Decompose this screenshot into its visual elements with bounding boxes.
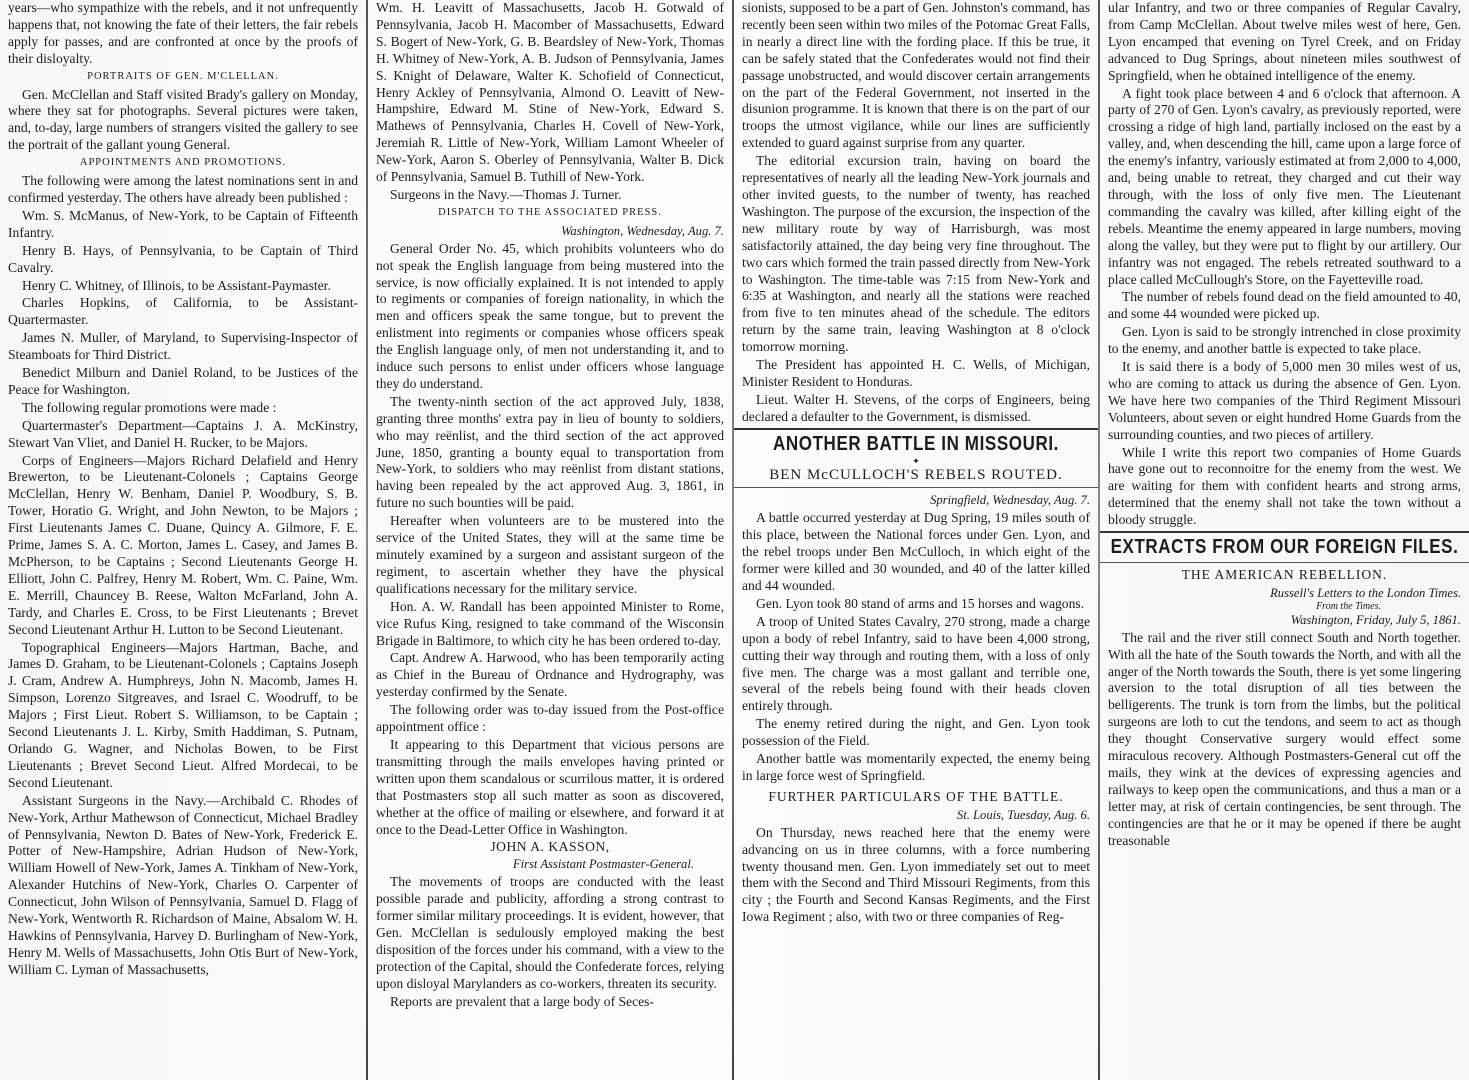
article-paragraph: Lieut. Walter H. Stevens, of the corps of Engineers, being declared a defaulter to the Government, is dismissed.	[742, 391, 1090, 424]
article-paragraph: Hon. A. W. Randall has been appointed Minister to Rome, vice Rufus King, resigned to take command of the Wisconsin Brigade in Baltimore, to which city he has been ordered to-day.	[376, 598, 724, 648]
article-paragraph: Charles Hopkins, of California, to be Assistant-Quartermaster.	[8, 295, 358, 328]
article-paragraph: ular Infantry, and two or three companies of Regular Cavalry, from Camp McClellan. About twelve miles west of here, Gen. Lyon encamped that evening on Tyrel Creek, and on Friday advanced to Dug Springs, about nineteen miles southwest of Springfield, when he obtained intelligence of the enemy.	[1108, 0, 1461, 83]
article-paragraph: A fight took place between 4 and 6 o'clock that afternoon. A party of 270 of Gen. Lyon's cavalry, as previously reported, were crossing a ridge of high land, partially inclosed on the east by a valley, and, when descending the hill, came upon a large force of the enemy's infantry, variously estimated at from 2,000 to 4,000, and, being unable to retreat, they charged and cut their way through, with the loss of only five men. The Lieutenant commanding the cavalry was killed, after killing eight of the rebels. Meantime the enemy appeared in large numbers, moving along the valley, but they were put to flight by our artillery. Our infantry was not engaged. The rebels retreated southward to a place called McCullough's Store, on the Fayetteville road.	[1108, 85, 1462, 287]
dateline: Russell's Letters to the London Times.	[1270, 585, 1461, 600]
article-paragraph: Corps of Engineers—Majors Richard Delafield and Henry Brewerton, to be Lieutenant-Colonels ; Captains George McClellan, Henry W. Benham, Daniel P. Woodbury, S. B. Tower, Horatio G. Wright, and John Newton, to be Majors ; First Lieutenants James C. Duane, Quincy A. Gilmore, F. E. Prime, James S. A. C. Morton, James L. Casey, and James B. McPherson, to be Captains ; Second Lieutenants George H. Elliott, John C. Palfrey, Henry M. Robert, Wm. C. Paine, Wm. E. Merrill, Chauncey B. Reese, Walton McFarland, John A. Tardy, and Charles E. Cross, to be First Lieutenants ; Brevet Second Lieutenant Arthur H. Lutton to be Second Lieutenant.	[8, 452, 358, 637]
article-paragraph: Topographical Engineers—Majors Hartman, Bache, and James D. Graham, to be Lieutenant-Colonels ; Captains Joseph J. Cram, Andrew A. Humphreys, John N. Macomb, James H. Simpson, Lorenzo Sitgreaves, and Israel C. Woodruff, to be Majors ; First Lieut. Robert S. Williamson, to be Captain ; Second Lieutenants J. L. Kirby, Smith Haddiman, S. Putnam, Orlando G. Wagner, and Nicholas Bowen, to be First Lieutenants ; Brevet Second Lieut. Alfred Mordecai, to be Second Lieutenant.	[8, 639, 358, 790]
article-paragraph: The President has appointed H. C. Wells, of Michigan, Minister Resident to Honduras.	[742, 357, 1090, 389]
headline: EXTRACTS FROM OUR FOREIGN FILES.	[1110, 535, 1459, 558]
article-paragraph: Benedict Milburn and Daniel Roland, to be Justices of the Peace for Washington.	[8, 365, 358, 397]
article-paragraph: Quartermaster's Department—Captains J. A. McKinstry, Stewart Van Vliet, and Daniel H. Rucker, to be Majors.	[8, 417, 358, 450]
article-paragraph: The following order was to-day issued from the Post-office appointment office :	[376, 702, 724, 735]
dateline: St. Louis, Tuesday, Aug. 6.	[956, 807, 1090, 822]
source-note: From the Times.	[1316, 600, 1381, 612]
article-paragraph: Gen. Lyon is said to be strongly intrenched in close proximity to the enemy, and another battle is expected to take place.	[1108, 324, 1461, 357]
article-paragraph: The enemy retired during the night, and Gen. Lyon took possession of the Field.	[742, 716, 1090, 749]
article-paragraph: Wm. S. McManus, of New-York, to be Captain of Fifteenth Infantry.	[8, 207, 358, 240]
article-paragraph: years—who sympathize with the rebels, and it not unfrequently happens that, not knowing the fate of their letters, the fair rebels apply for passes, and are confronted at once by the proofs of their disloyalty.	[8, 0, 358, 66]
article-paragraph: Surgeons in the Navy.—Thomas J. Turner.	[390, 186, 622, 202]
subheadline: BEN McCULLOCH'S REBELS ROUTED.	[769, 466, 1063, 483]
article-paragraph: sionists, supposed to be a part of Gen. Johnston's command, has recently been seen within two miles of the Potomac Great Falls, in nearly a direct line with the fording place. If this be true, it can be safely stated that the Confederates would not find their passage unobstructed, and would discover certain arrangements on the part of the Federal Government, not inserted in the disunion programme. It is known that there is on the part of our troops the utmost vigilance, while our lines are sufficiently extended to guard against surprise from any quarter.	[742, 0, 1090, 151]
article-heading: THE AMERICAN REBELLION.	[1181, 567, 1388, 582]
section-subheading: APPOINTMENTS AND PROMOTIONS.	[79, 157, 287, 169]
article-paragraph: The following were among the latest nominations sent in and confirmed yesterday. The others have already been published :	[8, 173, 358, 205]
dateline: Springfield, Wednesday, Aug. 7.	[930, 493, 1090, 508]
article-paragraph: A battle occurred yesterday at Dug Spring, 19 miles south of this place, between the National forces under Gen. Lyon, and the rebel troops under Ben McCulloch, in which eight of the former were killed and 30 wounded, and 40 of the latter killed and 44 wounded.	[742, 510, 1090, 593]
section-subheading: DISPATCH TO THE ASSOCIATED PRESS.	[438, 206, 662, 218]
dateline: Washington, Wednesday, Aug. 7.	[561, 223, 724, 238]
signature-title: First Assistant Postmaster-General.	[512, 857, 694, 872]
article-paragraph: Capt. Andrew A. Harwood, who has been temporarily acting as Chief in the Bureau of Ordnance and Hydrography, was yesterday confirmed by the Senate.	[376, 650, 724, 700]
article-paragraph: The movements of troops are conducted with the least possible parade and publicity, affording a strong contrast to former similar military proceedings. It is evident, however, that Gen. McClellan is sedulously employed making the best disposition of the forces under his command, with a view to the protection of the Capital, should the Confederate forces, relying upon disloyal Marylanders as co-workers, threaten its security.	[376, 874, 724, 991]
column-3	[734, 0, 1098, 1080]
article-paragraph: Gen. Lyon took 80 stand of arms and 15 horses and wagons.	[756, 595, 1085, 611]
signature-name: JOHN A. KASSON,	[490, 839, 610, 855]
article-paragraph: James N. Muller, of Maryland, to Supervising-Inspector of Steamboats for Third District.	[8, 330, 358, 363]
headline-box	[734, 428, 1098, 489]
article-paragraph: General Order No. 45, which prohibits volunteers who do not speak the English language from being mustered into the service, is now officially explained. It is not intended to apply to regiments or companies of foreign nationality, in which the men and officers speak the same tongue, but to prevent the enlistment into regiments or companies whose officers speak the English language only, of men not understanding it, and to induce such persons to enlist under officers whose language they do understand.	[376, 240, 724, 391]
ornament-dagger: ✦	[912, 455, 920, 466]
headline: ANOTHER BATTLE IN MISSOURI.	[773, 431, 1059, 455]
article-paragraph: The twenty-ninth section of the act approved July, 1838, granting three months' extra pay in lieu of bounty to soldiers, who may reënlist, and the third section of the act approved June, 1850, granting a bounty equal to transportation from New-York, to soldiers who may reënlist from distant stations, having been repealed by the act approved Aug. 3, 1861, in future no such bounties will be paid.	[376, 393, 724, 511]
article-paragraph: The rail and the river still connect South and North together. With all the hate of the South towards the North, and with all the anger of the North towards the South, there is yet some lingering aversion to the total disruption of all ties between the belligerents. The trunk is torn from the limbs, but the political surgeons are loth to cut the tendons, and seem to act as though they thought Conservative surgery would effect some miraculous recovery. Although Postmasters-General cut off the mails, they wink at the devices of expressing agencies and railways to keep open the communications, and thus a man or a letter may, at risk of certain contingencies, be sent through. The contingencies are that he or it may be opened if there be aught treasonable	[1108, 629, 1461, 848]
article-paragraph: The following regular promotions were made :	[22, 399, 277, 415]
headline-box	[1100, 531, 1469, 563]
article-paragraph: Henry B. Hays, of Pennsylvania, to be Captain of Third Cavalry.	[8, 242, 358, 275]
article-paragraph: A troop of United States Cavalry, 270 strong, made a charge upon a body of rebel Infantry, said to have been 4,000 strong, cutting their way through and routing them, with a loss of only five men. The charge was a most gallant and terrible one, several of the rebels being found with their heads cloven entirely through.	[742, 613, 1090, 714]
article-paragraph: It appearing to this Department that vicious persons are transmitting through the mails envelopes having printed or written upon them scandalous or scurrilous matter, it is ordered that Postmasters stop all such matter as soon as discovered, whether at the office of mailing or elsewhere, and forward it at once to the Dead-Letter Office in Washington.	[376, 736, 724, 837]
column-1	[0, 0, 366, 1080]
column-2	[368, 0, 732, 1080]
section-subheading: PORTRAITS OF GEN. M'CLELLAN.	[87, 70, 279, 82]
article-paragraph: Reports are prevalent that a large body of Seces-	[390, 993, 654, 1009]
article-paragraph: Henry C. Whitney, of Illinois, to be Assistant-Paymaster.	[22, 277, 331, 293]
column-4	[1100, 0, 1469, 1080]
dateline: Washington, Friday, July 5, 1861.	[1290, 612, 1461, 627]
article-paragraph: On Thursday, news reached here that the enemy were advancing on us in three columns, with a force numbering twenty thousand men. Gen. Lyon immediately set out to meet them with the Second and Third Missouri Regiments, from this city ; the Fourth and Second Kansas Regiments, and the First Iowa Regiment ; also, with two or three companies of Reg-	[742, 824, 1090, 925]
article-paragraph: While I write this report two companies of Home Guards have gone out to reconnoitre for the enemy from the west. We are waiting for them with confident hearts and strong arms, determined that the enemy shall not take the town without a bloody struggle.	[1108, 444, 1461, 528]
article-heading: FURTHER PARTICULARS OF THE BATTLE.	[768, 788, 1064, 804]
article-paragraph: Assistant Surgeons in the Navy.—Archibald C. Rhodes of New-York, Arthur Mathewson of Connecticut, Michael Bradley of Pennsylvania, Newton D. Bates of New-York, Frederick E. Potter of New-Hampshire, Adrian Hudson of New-York, William Howell of New-York, James A. Tinkham of New-York, Alexander Hutchins of New-York, Charles O. Carpenter of Connecticut, John Wilson of Pennsylvania, Samuel D. Flagg of New-York, Wentworth R. Richardson of Maine, Absalom W. H. Hawkins of Pennsylvania, Harvey D. Burlingham of New-York, Henry M. Wells of Massachusetts, John Otis Burt of New-York, William C. Lyman of Massachusetts,	[8, 792, 358, 977]
article-paragraph: The editorial excursion train, having on board the representatives of nearly all the leading New-York journals and other invited guests, to the number of twenty, has reached Washington. The purpose of the excursion, the inspection of the new military route by way of Harrisburgh, was most satisfactorily attained, the day being very fine throughout. The two cars which formed the train passed directly from New-York to Washington. The time-table was 7:15 from New-York and 6:35 at Washington, and nearly all the stations were reached from five to ten minutes ahead of the schedule. The editors return by the same train, leaving Washington at 8 o'clock tomorrow morning.	[742, 153, 1090, 355]
article-paragraph: Wm. H. Leavitt of Massachusetts, Jacob H. Gotwald of Pennsylvania, Jacob H. Macomber of Massachusetts, Edward S. Bogert of New-York, G. B. Beardsley of New-York, Thomas H. Whitney of New-York, A. B. Judson of Pennsylvania, James S. Knight of Delaware, Walter K. Schofield of Connecticut, Henry Ackley of Pennsylvania, Almond O. Leavitt of New-Hampshire, Edward M. Stine of New-York, Edward S. Mathews of Pennsylvania, Charles H. Covell of New-York, Jeremiah R. Little of New-York, William Lamont Wheeler of New-York, Aaron S. Oberley of Pennsylvania, Walter B. Dick of Pennsylvania, Samuel B. Tuthill of New-York.	[376, 0, 724, 185]
article-paragraph: The number of rebels found dead on the field amounted to 40, and some 44 wounded were picked up.	[1108, 289, 1461, 322]
article-paragraph: Another battle was momentarily expected, the enemy being in large force west of Springfield.	[742, 751, 1090, 783]
article-paragraph: Hereafter when volunteers are to be mustered into the service of the United States, they will at the same time be minutely examined by a surgeon and assistant surgeon of the regiment, to ascertain whether they have the physical qualifications necessary for the military service.	[376, 513, 724, 596]
article-paragraph: It is said there is a body of 5,000 men 30 miles west of us, who are coming to attack us during the absence of Gen. Lyon. We have here two companies of the Third Regiment Missouri Volunteers, about seven or eight hundred Home Guards from the surrounding counties, and two pieces of artillery.	[1108, 359, 1461, 442]
article-paragraph: Gen. McClellan and Staff visited Brady's gallery on Monday, where they sat for photographs. Several pictures were taken, and, to-day, large numbers of strangers visited the gallery to see the portrait of the gallant young General.	[8, 86, 358, 153]
